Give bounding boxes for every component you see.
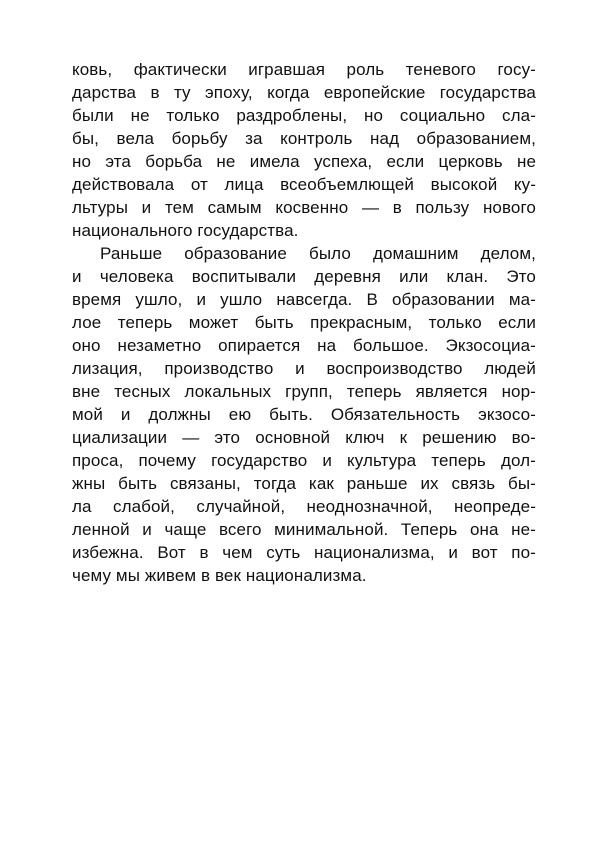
text-line: чему мы живем в век национализма. <box>72 566 367 585</box>
page-text <box>72 58 536 587</box>
paragraph-2 <box>72 242 536 587</box>
text-line: были не только раздроблены, но социально сла- <box>72 106 536 125</box>
text-line: оно незаметно опирается на большое. Экзосоциа- <box>72 336 536 355</box>
paragraph-1 <box>72 58 536 242</box>
text-line: вне тесных локальных групп, теперь является нор- <box>72 382 536 401</box>
text-line: циализации — это основной ключ к решению во- <box>72 428 536 447</box>
text-line: ленной и чаще всего минимальной. Теперь она не- <box>72 520 536 539</box>
text-line: действовала от лица всеобъемлющей высокой ку- <box>72 175 536 194</box>
text-line: дарства в ту эпоху, когда европейские государства <box>72 83 536 102</box>
text-line: национального государства. <box>72 221 299 240</box>
text-line: жны быть связаны, тогда как раньше их связь бы- <box>72 474 536 493</box>
text-line: Раньше образование было домашним делом, <box>100 244 536 263</box>
text-line: но эта борьба не имела успеха, если церковь не <box>72 152 536 171</box>
text-line: лизация, производство и воспроизводство людей <box>72 359 536 378</box>
text-line: и человека воспитывали деревня или клан. Это <box>72 267 536 286</box>
text-line: мой и должны ею быть. Обязательность экзосо- <box>72 405 536 424</box>
text-line: проса, почему государство и культура теперь дол- <box>72 451 536 470</box>
text-line: время ушло, и ушло навсегда. В образовании ма- <box>72 290 536 309</box>
text-line: ковь, фактически игравшая роль теневого госу- <box>72 60 536 79</box>
text-line: бы, вела борьбу за контроль над образованием, <box>72 129 536 148</box>
text-line: лое теперь может быть прекрасным, только если <box>72 313 536 332</box>
text-line: избежна. Вот в чем суть национализма, и вот по- <box>72 543 536 562</box>
text-line: ла слабой, случайной, неоднозначной, неопреде- <box>72 497 536 516</box>
text-line: льтуры и тем самым косвенно — в пользу нового <box>72 198 536 217</box>
